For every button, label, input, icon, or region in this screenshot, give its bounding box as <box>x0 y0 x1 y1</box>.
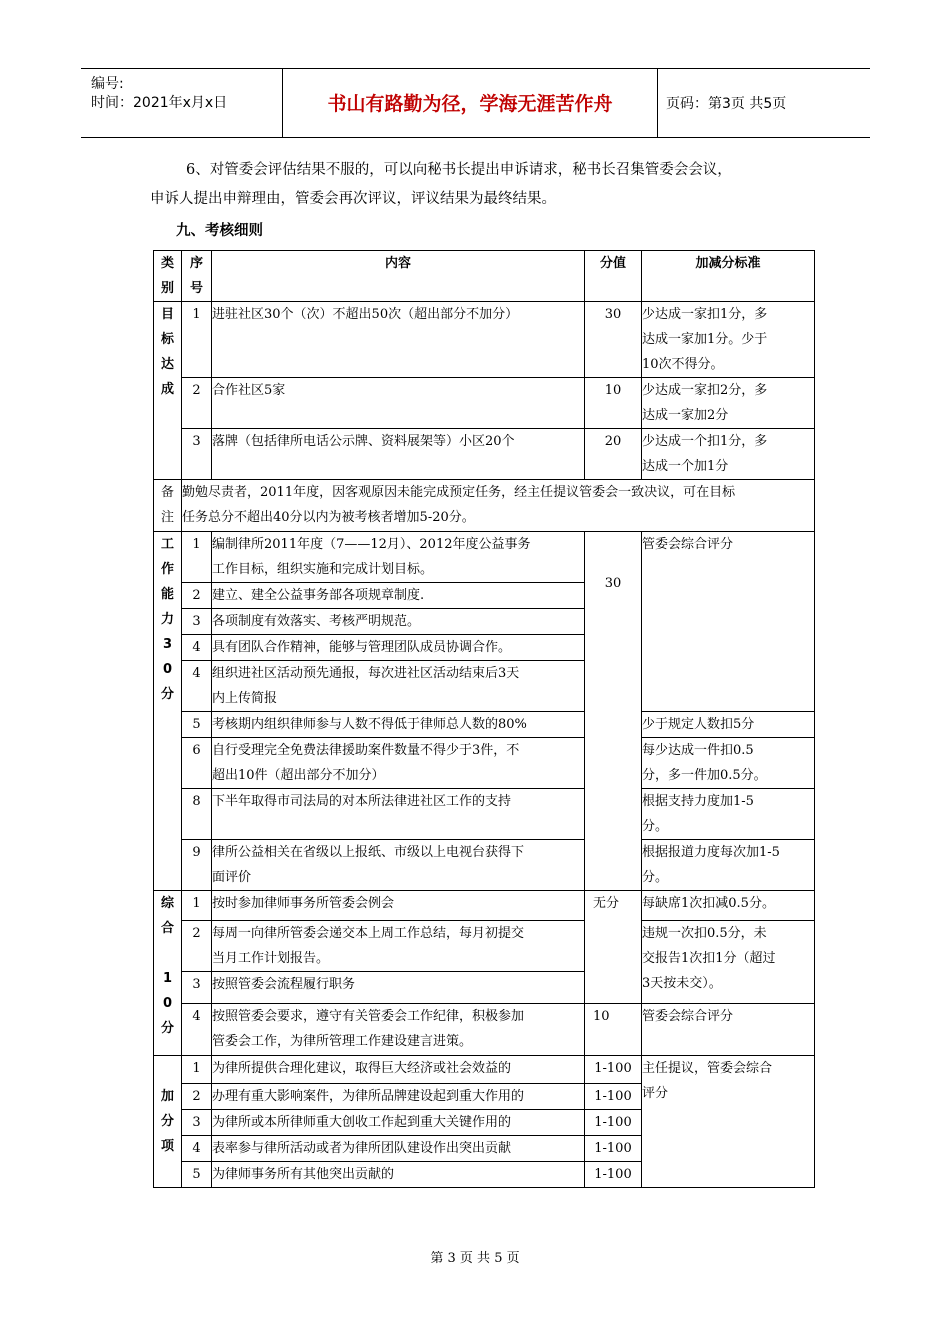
section-title: 九、考核细则 <box>176 223 263 239</box>
table-row: 4 按照管委会要求，遵守有关管委会工作纪律，积极参加 管委会工作，为律所管理工作建设建言进策。 10 管委会综合评分 <box>154 1004 815 1056</box>
table-row: 8 下半年取得市司法局的对本所法律进社区工作的支持 根据支持力度加1-5 分。 <box>154 789 815 840</box>
table-row: 加 分 项 1 为律所提供合理化建议，取得巨大经济或社会效益的 1-100 主任提议，管委会综合 评分 <box>154 1056 815 1084</box>
table-row: 3 落牌（包括律所电话公示牌、资料展架等）小区20个 20 少达成一个扣1分，多 达成一个加1分 <box>154 429 815 480</box>
table-row: 3 为律所或本所律师重大创收工作起到重大关键作用的 1-100 <box>154 1110 815 1136</box>
table-row: 3 按照管委会流程履行职务 <box>154 972 815 1004</box>
header-meta <box>81 69 283 137</box>
code-label: 编号: <box>91 76 124 92</box>
page-info: 页码：第3页 共5页 <box>666 96 787 112</box>
table-row: 6 自行受理完全免费法律援助案件数量不得少于3件，不 超出10件（超出部分不加分） 每少达成一件扣0.5 分，多一件加0.5分。 <box>154 738 815 789</box>
table-row: 4 组织进社区活动预先通报，每次进社区活动结束后3天 内上传简报 <box>154 661 815 712</box>
assessment-table <box>153 250 815 1188</box>
category-goal: 目 标 达 成 <box>154 302 182 480</box>
table-row: 5 为律师事务所有其他突出贡献的 1-100 <box>154 1162 815 1188</box>
remark-row: 备 注 勤勉尽责者，2011年度，因客观原因未能完成预定任务，经主任提议管委会一致决议，可在目标 任务总分不超出40分以内为被考核者增加5-20分。 <box>154 480 815 532</box>
table-row: 工 作 能 力 3 0 分 1 编制律所2011年度（7——12月）、2012年度公益事务 工作目标，组织实施和完成计划目标。 30 管委会综合评分 <box>154 532 815 583</box>
paragraph-line-2: 申诉人提出申辩理由，管委会再次评议，评议结果为最终结果。 <box>150 191 556 207</box>
table-row: 4 表率参与律所活动或者为律所团队建设作出突出贡献 1-100 <box>154 1136 815 1162</box>
table-row: 2 合作社区5家 10 少达成一家扣2分，多 达成一家加2分 <box>154 378 815 429</box>
table-row: 2 建立、建全公益事务部各项规章制度. <box>154 583 815 609</box>
page-header <box>81 68 870 138</box>
header-score: 分值 <box>585 251 642 302</box>
table-row: 3 各项制度有效落实、考核严明规范。 <box>154 609 815 635</box>
category-ability: 工 作 能 力 3 0 分 <box>154 532 182 891</box>
table-row: 综 合 1 0 分 1 按时参加律师事务所管委会例会 无分 每缺席1次扣减0.5分。 <box>154 891 815 921</box>
header-content: 内容 <box>212 251 585 302</box>
table-header-row <box>154 251 815 302</box>
table-row: 目 标 达 成 1 进驻社区30个（次）不超出50次（超出部分不加分） 30 少达成一家扣1分，多 达成一家加1分。少于 10次不得分。 <box>154 302 815 378</box>
header-seq: 序 号 <box>182 251 212 302</box>
table-row: 2 办理有重大影响案件，为律所品牌建设起到重大作用的 1-100 <box>154 1084 815 1110</box>
category-remark: 备 注 <box>154 480 182 532</box>
category-general: 综 合 1 0 分 <box>154 891 182 1056</box>
date-label: 时间：2021年x月x日 <box>91 95 228 111</box>
table-row: 2 每周一向律所管委会递交本上周工作总结，每月初提交 当月工作计划报告。 违规一次扣0.5分，未 交报告1次扣1分（超过 3天按未交）。 <box>154 921 815 972</box>
paragraph-line-1: 6、对管委会评估结果不服的，可以向秘书长提出申诉请求，秘书长召集管委会会议， <box>186 162 732 178</box>
table-row: 5 考核期内组织律师参与人数不得低于律师总人数的80% 少于规定人数扣5分 <box>154 712 815 738</box>
table-row: 9 律所公益相关在省级以上报纸、市级以上电视台获得下 面评价 根据报道力度每次加1-5 分。 <box>154 840 815 891</box>
page-footer: 第 3 页 共 5 页 <box>430 1251 520 1266</box>
ability-score: 30 <box>585 532 642 891</box>
table-row: 4 具有团队合作精神，能够与管理团队成员协调合作。 <box>154 635 815 661</box>
header-motto: 书山有路勤为径，学海无涯苦作舟 <box>283 69 658 137</box>
category-bonus: 加 分 项 <box>154 1056 182 1188</box>
header-category: 类 别 <box>154 251 182 302</box>
header-standard: 加减分标准 <box>642 251 815 302</box>
